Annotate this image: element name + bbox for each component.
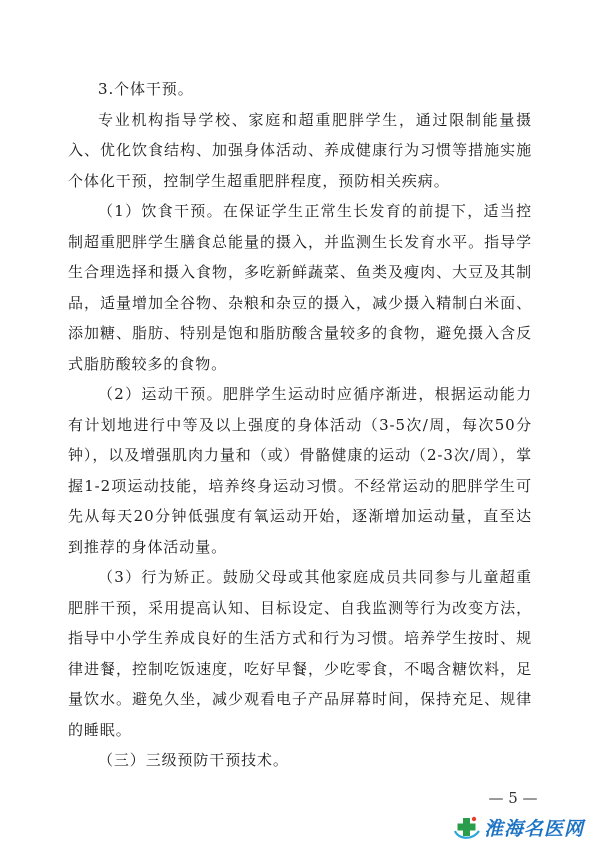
paragraph-intro: 专业机构指导学校、家庭和超重肥胖学生，通过限制能量摄入、优化饮食结构、加强身体活动、养成健康行为习惯等措施实施个体化干预，控制学生超重肥胖程度，预防相关疾病。	[68, 110, 532, 190]
document-body	[68, 74, 532, 776]
site-watermark	[452, 812, 584, 842]
paragraph-behavior-correction: （3）行为矫正。鼓励父母或其他家庭成员共同参与儿童超重肥胖干预，采用提高认知、目标设定、自我监测等行为改变方法，指导中小学生养成良好的生活方式和行为习惯。培养学生按时、规律进餐，控制吃饭速度，吃好早餐，少吃零食，不喝含糖饮料，足量饮水。避免久坐，减少观看电子产品屏幕时间，保持充足、规律的睡眠。	[68, 568, 532, 739]
section-heading-tertiary-prevention: （三）三级预防干预技术。	[98, 751, 289, 769]
page-number: — 5 —	[488, 789, 538, 807]
medical-cross-logo-icon	[452, 813, 482, 841]
section-heading-individual-intervention: 3.个体干预。	[98, 80, 194, 98]
paragraph-diet-intervention: （1）饮食干预。在保证学生正常生长发育的前提下，适当控制超重肥胖学生膳食总能量的摄入，并监测生长发育水平。指导学生合理选择和摄入食物，多吃新鲜蔬菜、鱼类及瘦肉、大豆及其制品，适量增加全谷物、杂粮和杂豆的摄入，减少摄入精制白米面、添加糖、脂肪、特别是饱和脂肪酸含量较多的食物，避免摄入含反式脂肪酸较多的食物。	[68, 202, 532, 373]
paragraph-exercise-intervention: （2）运动干预。肥胖学生运动时应循序渐进，根据运动能力有计划地进行中等及以上强度的身体活动（3-5次/周，每次50分钟），以及增强肌肉力量和（或）骨骼健康的运动（2-3次/周），掌握1-2项运动技能，培养终身运动习惯。不经常运动的肥胖学生可先从每天20分钟低强度有氧运动开始，逐渐增加运动量，直至达到推荐的身体活动量。	[68, 385, 532, 556]
watermark-text: 淮海名医网	[484, 817, 585, 840]
